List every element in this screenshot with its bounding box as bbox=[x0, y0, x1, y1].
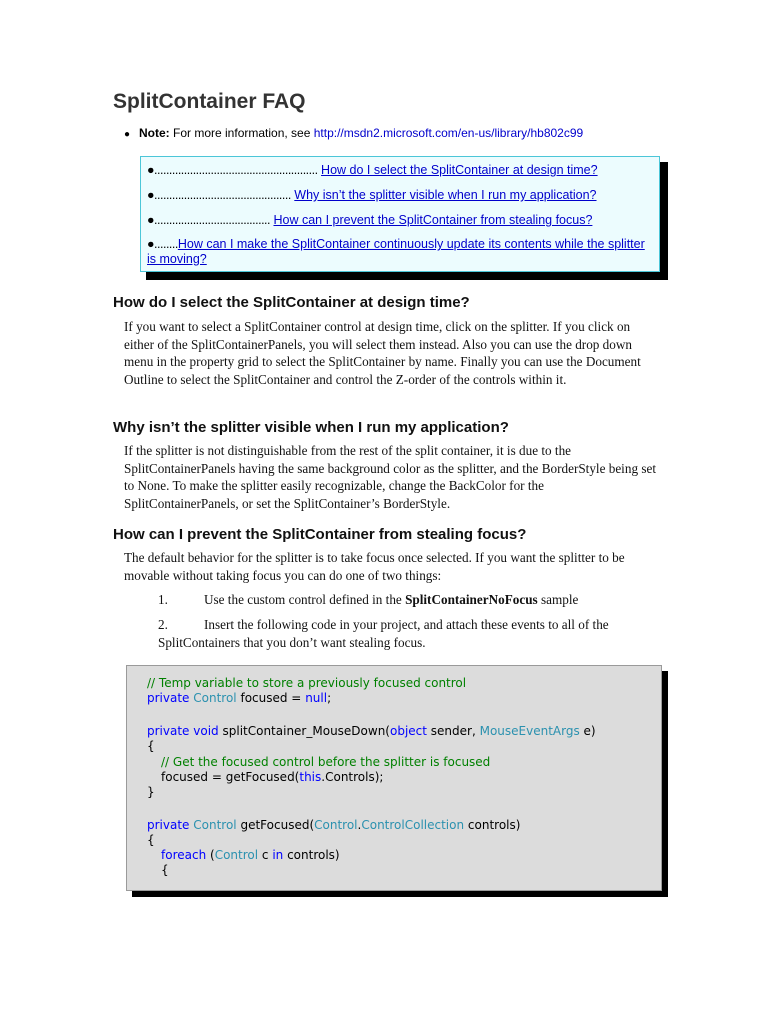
code-comment: // Temp variable to store a previously focused control bbox=[147, 676, 467, 690]
code-keyword: private bbox=[147, 818, 190, 832]
code-text: controls) bbox=[464, 818, 521, 832]
list-text: Use the custom control defined in the bbox=[204, 592, 406, 607]
code-text: { bbox=[147, 739, 155, 753]
code-line bbox=[161, 770, 383, 785]
note-bullet: ● bbox=[124, 129, 131, 140]
code-type: MouseEventArgs bbox=[479, 724, 580, 738]
code-text: focused = getFocused( bbox=[161, 770, 300, 784]
list-number: 1. bbox=[158, 592, 168, 607]
code-line bbox=[161, 848, 340, 863]
code-line bbox=[147, 724, 596, 739]
toc-link-splitter-visible[interactable]: Why isn’t the splitter visible when I run my application? bbox=[294, 188, 597, 202]
section-heading-design-time: How do I select the SplitContainer at design time? bbox=[113, 294, 470, 311]
section-body-splitter-visible: If the splitter is not distinguishable from the rest of the split container, it is due to the SplitContainerPanels having the same background color as the splitter, and the BorderStyle being set to None. To make the splitter easily recognizable, change the BackColor for the SplitContainerPanels, or set the SplitContainer’s BorderStyle. bbox=[124, 443, 656, 511]
toc-leader: ●....................................................... bbox=[147, 163, 318, 177]
code-keyword: in bbox=[272, 848, 284, 862]
code-keyword: this bbox=[299, 770, 322, 784]
code-line bbox=[147, 785, 155, 800]
section-heading-splitter-visible: Why isn’t the splitter visible when I run my application? bbox=[113, 419, 509, 436]
code-text: { bbox=[161, 863, 169, 877]
code-text: controls) bbox=[283, 848, 340, 862]
code-line bbox=[147, 739, 155, 754]
list-text: sample bbox=[537, 592, 579, 607]
note-line bbox=[124, 126, 583, 140]
list-text: Insert the following code in your project, and attach these events to all of the SplitContainers that you don’t want stealing focus. bbox=[158, 617, 609, 650]
toc-item bbox=[147, 188, 597, 202]
code-text: c bbox=[258, 848, 273, 862]
code-line bbox=[147, 691, 331, 706]
code-line bbox=[147, 833, 155, 848]
code-text: e) bbox=[579, 724, 596, 738]
toc-box bbox=[140, 156, 660, 272]
code-text: { bbox=[147, 833, 155, 847]
code-type: Control bbox=[193, 818, 237, 832]
code-text: } bbox=[147, 785, 155, 799]
code-keyword: foreach bbox=[161, 848, 207, 862]
list-item bbox=[158, 591, 658, 609]
section-body-design-time: If you want to select a SplitContainer control at design time, click on the splitter. If you click on either of the SplitContainerPanels, you will select them instead. Also you can use the drop down menu in the property grid to select the SplitContainer by name. Finally you can use the Document Outline to select the SplitContainer and control the Z-order of the controls within it. bbox=[124, 319, 641, 387]
toc-leader: ●.............................................. bbox=[147, 188, 291, 202]
note-text: For more information, see bbox=[169, 126, 314, 140]
list-bold: SplitContainerNoFocus bbox=[405, 592, 538, 607]
note-label: Note: bbox=[139, 126, 170, 140]
section-body-stealing-focus: The default behavior for the splitter is to take focus once selected. If you want the splitter to be movable without taking focus you can do one of two things: bbox=[124, 550, 625, 583]
code-text: focused = bbox=[236, 691, 306, 705]
code-text: . bbox=[357, 818, 362, 832]
code-keyword: null bbox=[305, 691, 328, 705]
code-keyword: void bbox=[193, 724, 219, 738]
code-text: ; bbox=[327, 691, 332, 705]
code-keyword: private bbox=[147, 724, 190, 738]
code-type: Control bbox=[193, 691, 237, 705]
code-text: ( bbox=[206, 848, 215, 862]
code-text: splitContainer_MouseDown( bbox=[218, 724, 390, 738]
code-comment: // Get the focused control before the splitter is focused bbox=[161, 755, 491, 769]
code-line bbox=[161, 863, 169, 878]
toc-link-continuous-update[interactable]: How can I make the SplitContainer continuously update its contents while the splitter is moving? bbox=[147, 237, 645, 266]
list-item bbox=[158, 616, 658, 651]
code-block bbox=[126, 665, 662, 891]
code-line bbox=[147, 676, 466, 691]
toc-link-stealing-focus[interactable]: How can I prevent the SplitContainer from stealing focus? bbox=[273, 213, 593, 227]
code-type: Control bbox=[214, 848, 259, 862]
code-line bbox=[147, 818, 520, 833]
toc-item bbox=[147, 163, 598, 177]
code-keyword: private bbox=[147, 691, 190, 705]
toc-leader: ●....................................... bbox=[147, 213, 270, 227]
code-line bbox=[161, 755, 490, 770]
toc-item bbox=[147, 237, 657, 267]
code-text: getFocused( bbox=[236, 818, 315, 832]
section-heading-stealing-focus: How can I prevent the SplitContainer from stealing focus? bbox=[113, 526, 527, 543]
code-text: sender, bbox=[426, 724, 480, 738]
code-text: .Controls); bbox=[321, 770, 384, 784]
toc-item bbox=[147, 213, 592, 227]
toc-link-design-time[interactable]: How do I select the SplitContainer at design time? bbox=[321, 163, 598, 177]
toc-leader: ●........ bbox=[147, 237, 178, 251]
page-title: SplitContainer FAQ bbox=[113, 90, 306, 113]
code-type: ControlCollection bbox=[361, 818, 465, 832]
list-number: 2. bbox=[158, 617, 168, 632]
code-type: Control bbox=[314, 818, 358, 832]
code-keyword: object bbox=[390, 724, 427, 738]
msdn-link[interactable]: http://msdn2.microsoft.com/en-us/library/hb802c99 bbox=[313, 126, 584, 140]
